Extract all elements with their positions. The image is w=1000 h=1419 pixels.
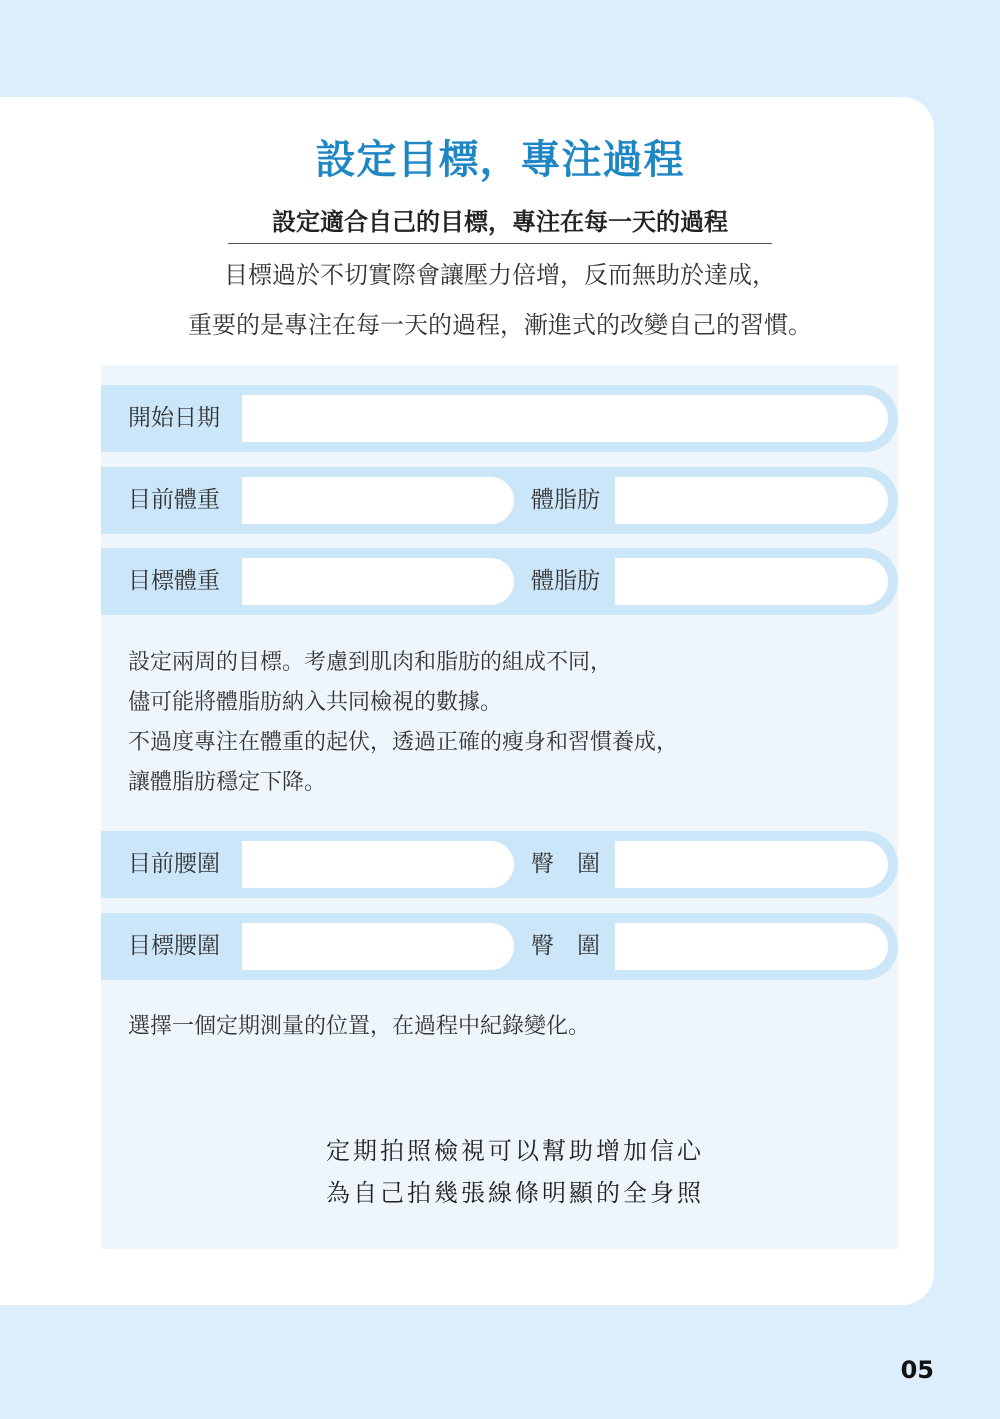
target-weight-row xyxy=(101,548,898,615)
current-hip-label: 臀 圍 xyxy=(531,851,600,877)
target-hip-field[interactable] xyxy=(615,923,888,970)
start-date-row xyxy=(101,385,898,452)
weight-note-line-1: 設定兩周的目標。考慮到肌肉和脂肪的組成不同， xyxy=(128,650,613,675)
target-waist-field[interactable] xyxy=(242,923,514,970)
current-waist-label: 目前腰圍 xyxy=(128,851,220,877)
target-weight-field[interactable] xyxy=(242,558,514,605)
current-weight-field[interactable] xyxy=(242,477,514,524)
target-body-fat-label: 體脂肪 xyxy=(531,568,600,594)
start-date-label: 開始日期 xyxy=(128,405,220,431)
handwritten-line-1: 定期拍照檢視可以幫助增加信心 xyxy=(326,1137,704,1165)
handwritten-note xyxy=(0,1130,1000,1214)
handwritten-line-2: 為自己拍幾張線條明顯的全身照 xyxy=(326,1179,704,1207)
current-hip-field[interactable] xyxy=(615,841,888,888)
current-weight-label: 目前體重 xyxy=(128,487,220,513)
current-body-fat-field[interactable] xyxy=(615,477,888,524)
intro-text xyxy=(0,250,1000,350)
current-weight-row xyxy=(101,467,898,534)
page-subtitle: 設定適合自己的目標，專注在每一天的過程 xyxy=(228,202,772,244)
target-waist-row xyxy=(101,913,898,980)
page-title: 設定目標，專注過程 xyxy=(315,136,685,183)
target-weight-label: 目標體重 xyxy=(128,568,220,594)
measurement-note: 選擇一個定期測量的位置，在過程中紀錄變化。 xyxy=(128,1014,591,1039)
current-body-fat-label: 體脂肪 xyxy=(531,487,600,513)
weight-note-line-3: 不過度專注在體重的起伏，透過正確的瘦身和習慣養成， xyxy=(128,730,679,755)
current-waist-row xyxy=(101,831,898,898)
target-waist-label: 目標腰圍 xyxy=(128,933,220,959)
weight-note xyxy=(128,643,678,803)
page-number: 05 xyxy=(900,1356,934,1384)
start-date-field[interactable] xyxy=(242,395,888,442)
intro-line-2: 重要的是專注在每一天的過程，漸進式的改變自己的習慣。 xyxy=(188,311,812,339)
target-body-fat-field[interactable] xyxy=(615,558,888,605)
intro-line-1: 目標過於不切實際會讓壓力倍增，反而無助於達成， xyxy=(224,261,776,289)
weight-note-line-4: 讓體脂肪穩定下降。 xyxy=(128,770,327,795)
current-waist-field[interactable] xyxy=(242,841,514,888)
target-hip-label: 臀 圍 xyxy=(531,933,600,959)
weight-note-line-2: 儘可能將體脂肪納入共同檢視的數據。 xyxy=(128,690,503,715)
